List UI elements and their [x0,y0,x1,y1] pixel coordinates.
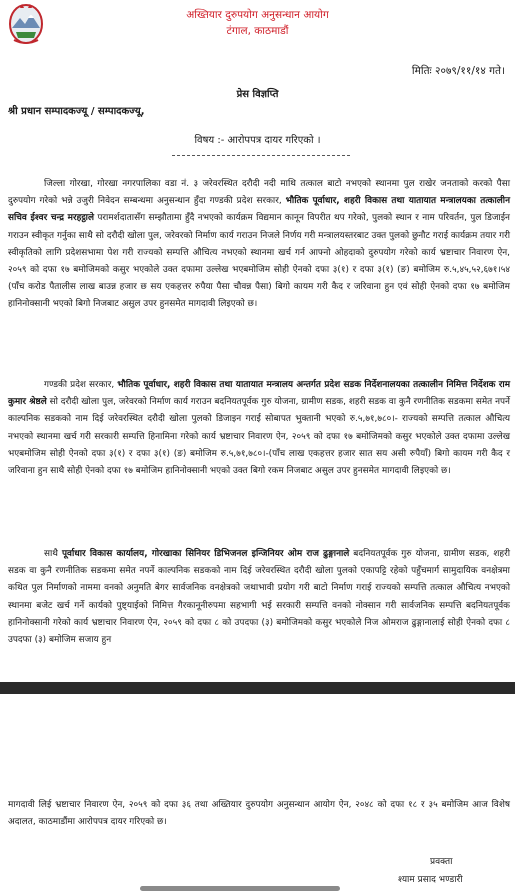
paragraph-2-bold: भौतिक पूर्वाधार, शहरी विकास तथा यातायात मन्त्रालय अन्तर्गत प्रदेश सडक निर्देशनालयका तत्कालीन निमित्त निर्देशक राम कुमार श्रेष्ठले [8,380,511,408]
page-break-band [0,682,515,694]
paragraph-2-text-c: सो दरौदी खोला पुल, जरेवरको निर्माण कार्य गराउन बदनियतपूर्वक गुरु योजना, ग्रामीण सडक, शहरी सडक वा कुनै रणनीतिक सडकमा समेत नपर्ने काल्पनिक सडकको नाम दिई जरेवरस्थित दरौदी खोला पुलको डिजाइन गराई सोबापत भुक्तानी भएको रु.५,७१,७८०।- राज्यको सम्पत्ति तत्काल औचित्य नभएको स्थानमा खर्च गरी सरकारी सम्पत्ति हिनामिना गरेको कार्य भ्रष्टाचार निवारण ऐन, २०५९ को दफा १७ बमोजिमको कसुर भएकोले उक्त दफामा उल्लेख भएबमोजिम सोही ऐनको दफा ३(१) र दफा ३(१) (ङ) बमोजिम रु.५,७१,७८०।-(पाँच लाख एकहत्तर हजार सात सय असी रुपैयाँ) बिगो कायम गरी कैद र जरिवाना हुन साथै सोही ऐनको दफा १७ बमोजिम हानिनोक्सानी भएको उक्त बिगो रकम निजबाट असुल उपर हुनसमेत मागदावी लिइएको छ। [8,397,510,477]
paragraph-3-text-a: साथै [44,549,62,559]
signatory-name: श्याम प्रसाद भण्डारी [398,875,463,885]
paragraph-4: मागदावी लिई भ्रष्टाचार निवारण ऐन, २०५९ को दफा ३६ तथा अख्तियार दुरुपयोग अनुसन्धान आयोग ऐन, २०४८ को दफा १८ र ३५ बमोजिम आज विशेष अदालत, काठमाडौंमा आरोपपत्र दायर गरिएको छ। [8,800,510,828]
home-indicator-bar[interactable] [140,886,340,891]
release-date: मितिः २०७९/११/१४ गते। [411,65,505,77]
paragraph-1 [8,176,510,314]
paragraph-1-bold: भौतिक पूर्वाधार, शहरी विकास तथा यातायात मन्त्रालयका तत्कालीन सचिव ईश्वर चन्द्र मरहट्ठाले [8,196,511,224]
commission-address: टंगाल, काठमाडौं [226,25,289,37]
paragraph-3-text-c: बदनियतपूर्वक गुरु योजना, ग्रामीण सडक, शहरी सडक वा कुनै रणनीतिक सडकमा समेत नपर्ने काल्पनिक सडकको नाम दिई जरेवरस्थित दरौदी खोला पुलको एकापट्टि रहेको पहुँचमार्ग सामुदायिक वनक्षेत्रमा कथित पुल निर्माणको नाममा वनको अनुमति बेगर सार्वजनिक वनक्षेत्रको जथाभावी प्रयोग गरी बाटो निर्माण गराई राज्यको सम्पत्ति तत्काल औचित्य नभएको स्थानमा बजेट खर्च गर्ने कार्यको पुष्ट्याईको निमित्त गैरकानूनीरुपमा सहभागी भई सरकारी सम्पत्ति वनको नोक्सान गरी सार्वजनिक सम्पत्ति बदनियतपूर्वक हानिनोक्सानी गरेको कार्य भ्रष्टाचार निवारण ऐन, २०५९ को दफा ८ को उपदफा (३) बमोजिमको कसुर भएकोले निज ओमराज ढुङ्गानालाई सोही ऐनको दफा ८ उपदफा (३) बमोजिम सजाय हुन [8,549,510,646]
paragraph-3-bold: पूर्वाधार विकास कार्यालय, गोरखाका सिनियर डिभिजनल इन्जिनियर ओम राज ढुङ्गानाले [61,549,350,559]
paragraph-2-text-a: गण्डकी प्रदेश सरकार, [44,380,118,390]
paragraph-1-text-a: जिल्ला गोरखा, गोरखा नगरपालिका वडा नं. ३ जरेवरस्थित दरौदी नदी माथि तत्काल बाटो नभएको स्थानमा पुल राखेर जनताको करको पैसा दुरुपयोग गरेको भन्ने उजुरी निवेदन सम्बन्धमा अनुसन्धान हुँदा गण्डकी प्रदेश सरकार, [8,179,510,207]
paragraph-3 [8,546,510,649]
paragraph-2 [8,377,510,480]
signatory-title: प्रवक्ता [430,857,453,867]
commission-name: अख्तियार दुरुपयोग अनुसन्धान आयोग [186,9,329,21]
press-release-title: प्रेस विज्ञप्ति [236,89,279,100]
paragraph-1-text-c: परामर्शदातासँग सम्झौतामा हुँदै नभएको कार्यक्रम विद्यमान कानून विपरीत थप गरेको, पुलको स्थान र नाम परिवर्तन, पुल डिजाईन गराउन स्वीकृत गर्नुका साथै सो दरौदी खोला पुल, जरेवरको निर्माण कार्य गराउन निजले निर्णय गरी मन्त्रालयस्तरबाट उक्त पुलको छुनौट गराई कार्यक्रम तयार गरी स्वीकृतिको लागि प्रदेशसभामा पेश गरी राज्यको सम्पत्ति औचित्य नभएको स्थानमा खर्च गर्न आफ्नो ओहदाको दुरुपयोग गरेको कार्य भ्रष्टाचार निवारण ऐन, २०५९ को दफा १७ बमोजिमको कसुर भएकोले उक्त दफामा उल्लेख भएबमोजिम सोही ऐनको दफा ३(१) र दफा ३(१) (ङ) बमोजिम रु.५,४५,५२,६७१।५४ (पाँच करोड पैतालीस लाख बाउन्न हजार छ सय एकहत्तर रुपैया पैसा चौवन्न पैसा) बिगो कायम गरी कैद र जरिवाना हुन एवं सोही ऐनको दफा १७ बमोजिम हानिनोक्सानी भएको बिगो निजबाट असुल उपर हुनसमेत मागदावी लिइएको छ। [8,213,510,310]
subject-divider [172,155,350,156]
subject-line: विषय :- आरोपपत्र दायर गरिएको । [194,135,321,146]
addressee-line: श्री प्रधान सम्पादकज्यू / सम्पादकज्यू, [8,106,145,117]
